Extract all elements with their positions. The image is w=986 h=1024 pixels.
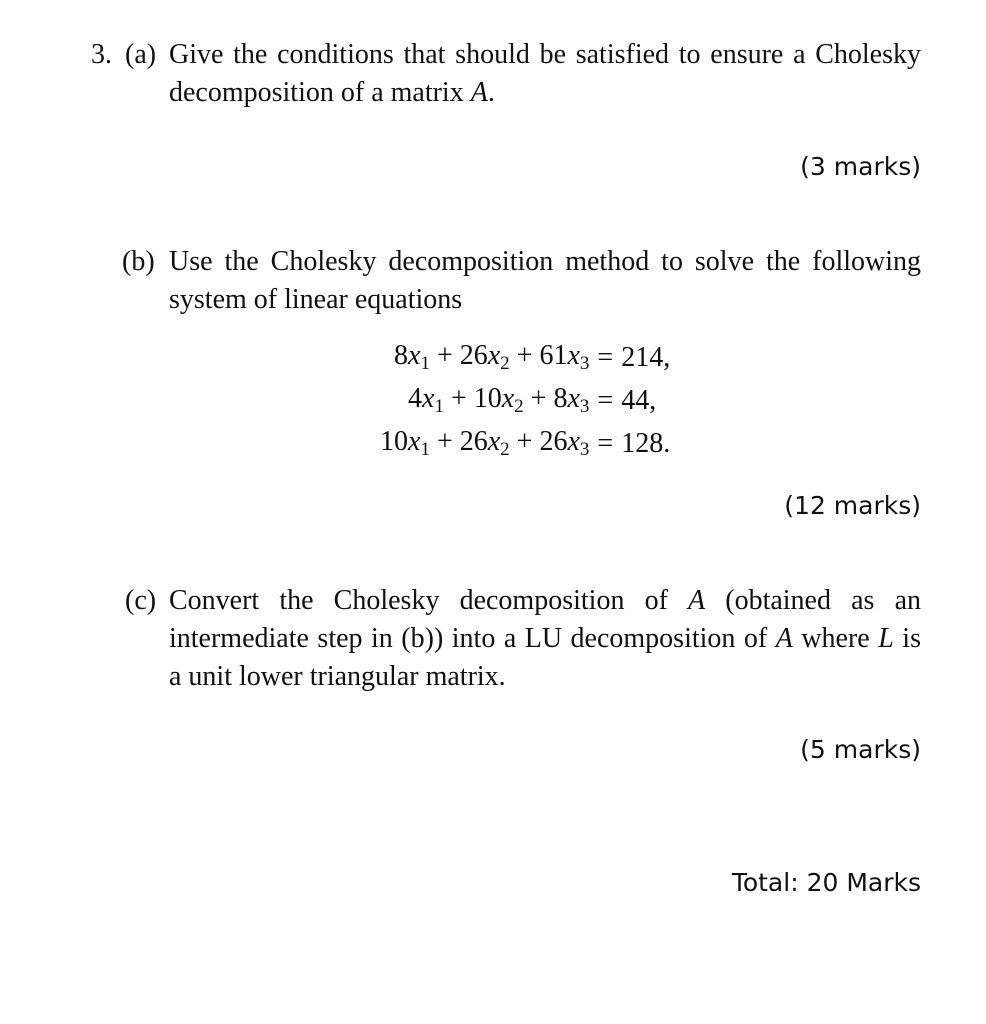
part-a-marks: (3 marks) [800,152,921,181]
part-c-label: (c) [125,585,157,616]
part-b-marks: (12 marks) [784,491,921,520]
part-c-marks: (5 marks) [800,735,921,764]
equals-sign: = [597,384,614,416]
equals-sign: = [597,341,614,373]
equation-rhs: 128. [621,427,671,459]
equation-row [380,379,670,422]
equation-rhs: 214, [621,341,671,373]
equals-sign: = [597,427,614,459]
question-number: 3. [91,39,112,70]
equation-lhs: $4x_1 + 10x_2 + 8x_3$ [408,383,590,417]
part-a-label: (a) [125,39,157,70]
equation-lhs: $10x_1 + 26x_2 + 26x_3$ [380,426,590,460]
part-b-label: (b) [122,246,155,277]
equation-system [380,336,670,465]
total-marks: Total: 20 Marks [731,868,921,897]
part-b-text: Use the Cholesky decomposition method to solve the following system of linear equations [169,246,921,315]
equation-lhs: $8x_1 + 26x_2 + 61x_3$ [394,340,590,374]
part-c-text: Convert the Cholesky decomposition of A (obtained as an intermediate step in (b)) into a LU decomposition of A where L is a unit lower triangular matrix. [169,585,921,692]
equation-rhs: 44, [621,384,657,416]
equation-row [380,336,670,379]
part-a-text: Give the conditions that should be satisfied to ensure a Cholesky decomposition of a matrix A. [169,39,921,108]
equation-row [380,422,670,465]
